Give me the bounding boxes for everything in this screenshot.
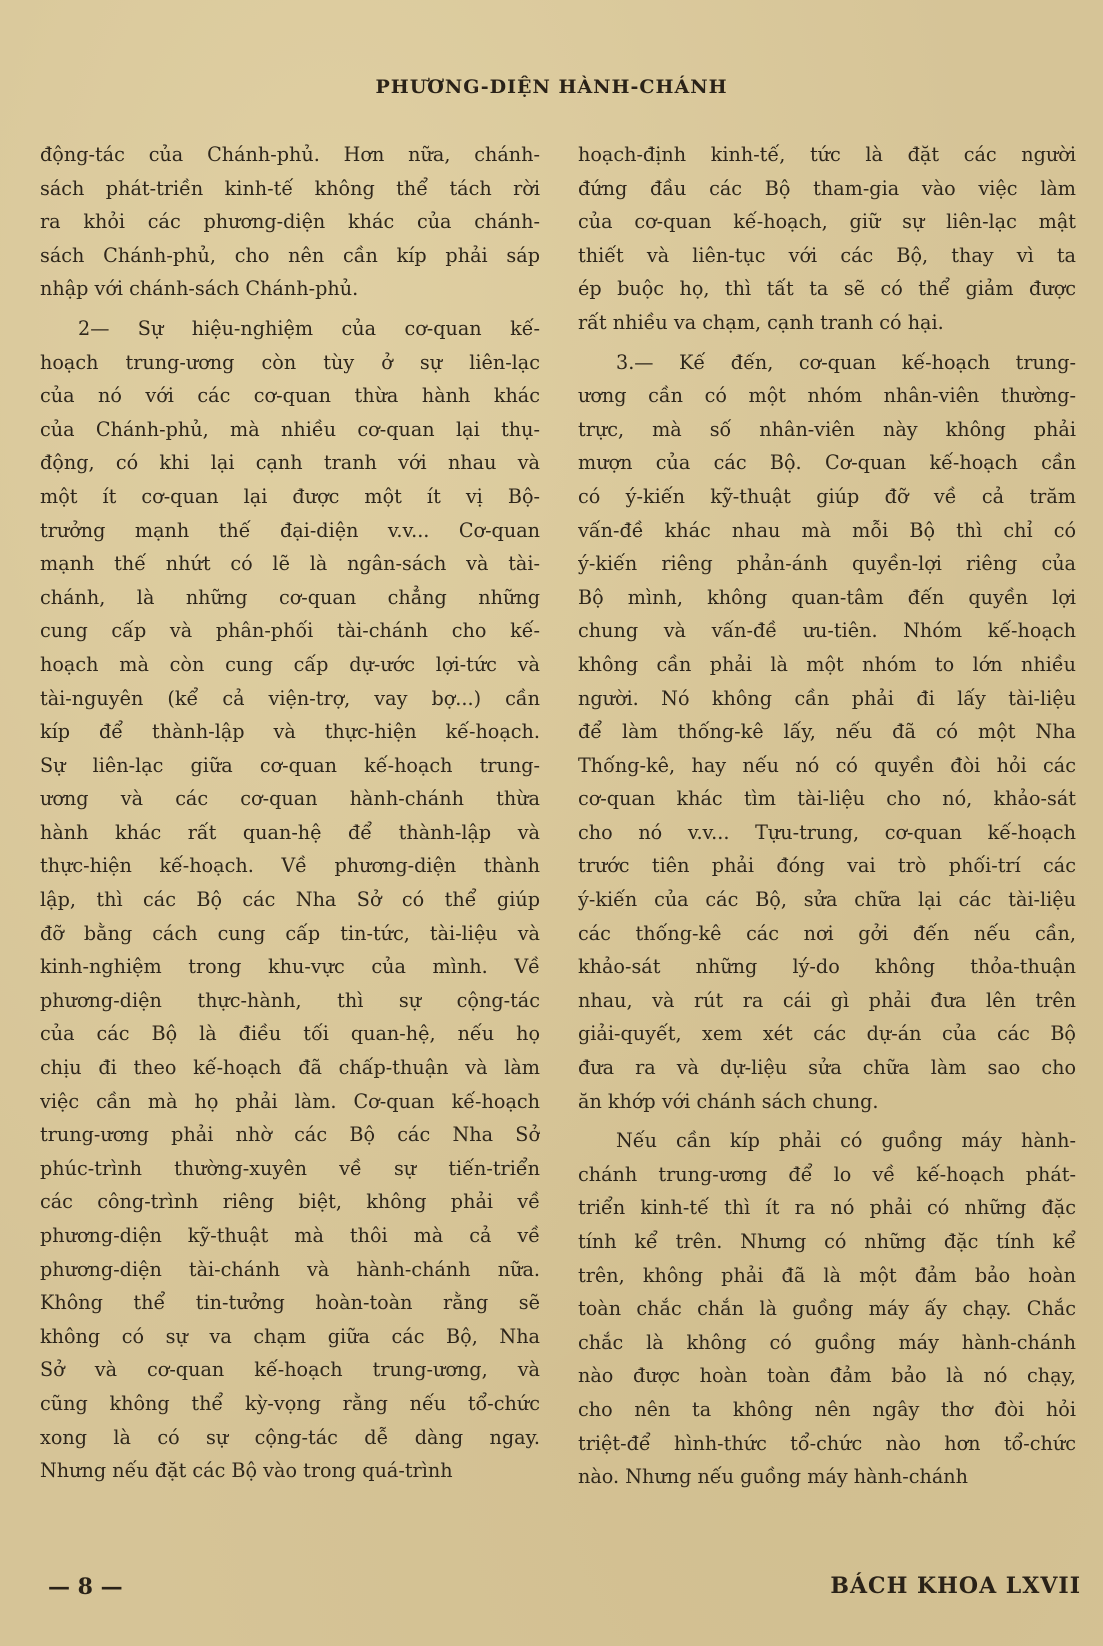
text-line: các thống-kê các nơi gởi đến nếu cần, (578, 921, 1076, 945)
text-line: hoạch mà còn cung cấp dự-ước lợi-tức và (40, 652, 540, 676)
text-line: ăn khớp với chánh sách chung. (578, 1089, 879, 1113)
text-line: Sự liên-lạc giữa cơ-quan kế-hoạch trung- (40, 753, 540, 777)
text-line: phương-diện kỹ-thuật mà thôi mà cả về (40, 1224, 540, 1247)
text-line: đỡ bằng cách cung cấp tin-tức, tài-liệu và (40, 921, 540, 945)
text-line: sách phát-triền kinh-tế không thể tách rời (40, 176, 540, 200)
text-line: người. Nó không cần phải đi lấy tài-liệu (578, 686, 1076, 710)
text-line: ra khỏi các phương-diện khác của chánh- (40, 210, 540, 234)
text-line: thực-hiện kế-hoạch. Về phương-diện thành (40, 854, 540, 878)
text-line: Nếu cần kíp phải có guồng máy hành- (616, 1129, 1076, 1153)
text-line: xong là có sự cộng-tác dễ dàng ngay. (40, 1425, 540, 1449)
text-line: nhau, và rút ra cái gì phải đưa lên trên (578, 988, 1076, 1012)
text-line: giải-quyết, xem xét các dự-án của các Bộ (578, 1022, 1076, 1046)
text-line: triển kinh-tế thì ít ra nó phải có những đặc (578, 1196, 1076, 1220)
text-line: việc cần mà họ phải làm. Cơ-quan kế-hoạch (40, 1089, 540, 1113)
text-line: không cần phải là một nhóm to lớn nhiều (578, 652, 1076, 676)
text-line: đứng đầu các Bộ tham-gia vào việc làm (578, 176, 1076, 200)
text-line: ương cần có một nhóm nhân-viên thường- (578, 384, 1076, 408)
text-line: của Chánh-phủ, mà nhiều cơ-quan lại thụ- (40, 417, 540, 441)
text-line: ép buộc họ, thì tất ta sẽ có thể giảm được (578, 277, 1076, 301)
text-line: trước tiên phải đóng vai trò phối-trí các (578, 854, 1076, 878)
right-text-column (578, 138, 1076, 1494)
text-line: cơ-quan khác tìm tài-liệu cho nó, khảo-sát (578, 787, 1076, 811)
text-line: rất nhiều va chạm, cạnh tranh có hại. (578, 310, 944, 334)
text-line: phương-diện tài-chánh và hành-chánh nữa. (40, 1257, 540, 1281)
text-line: một ít cơ-quan lại được một ít vị Bộ- (40, 484, 540, 508)
text-line: lập, thì các Bộ các Nha Sở có thể giúp (40, 888, 540, 912)
text-line: chắc là không có guồng máy hành-chánh (578, 1330, 1076, 1354)
text-line: phúc-trình thường-xuyên về sự tiến-triển (40, 1156, 540, 1180)
text-line: thiết và liên-tục với các Bộ, thay vì ta (578, 243, 1076, 267)
text-line: vấn-đề khác nhau mà mỗi Bộ thì chỉ có (578, 518, 1076, 542)
text-line: khảo-sát những lý-do không thỏa-thuận (578, 955, 1076, 979)
text-line: có ý-kiến kỹ-thuật giúp đỡ về cả trăm (578, 484, 1076, 508)
text-line: Không thể tin-tưởng hoàn-toàn rằng sẽ (40, 1291, 540, 1315)
text-line: chịu đi theo kế-hoạch đã chấp-thuận và làm (40, 1056, 540, 1080)
text-line: để làm thống-kê lấy, nếu đã có một Nha (578, 720, 1076, 744)
text-line: ý-kiến riêng phản-ánh quyền-lợi riêng của (578, 552, 1076, 576)
text-line: tính kể trên. Nhưng có những đặc tính kể (578, 1230, 1076, 1253)
text-line: trên, không phải đã là một đảm bảo hoàn (578, 1263, 1076, 1287)
text-line: chung và vấn-đề ưu-tiên. Nhóm kế-hoạch (578, 619, 1076, 643)
text-line: nào. Nhưng nếu guồng máy hành-chánh (578, 1465, 969, 1489)
text-line: nào được hoàn toàn đảm bảo là nó chạy, (578, 1364, 1076, 1388)
text-line: kinh-nghiệm trong khu-vực của mình. Về (40, 955, 540, 979)
text-line: động-tác của Chánh-phủ. Hơn nữa, chánh- (40, 143, 540, 166)
text-line: không có sự va chạm giữa các Bộ, Nha (40, 1324, 540, 1348)
text-line: toàn chắc chắn là guồng máy ấy chạy. Chắc (578, 1297, 1076, 1321)
text-line: ương và các cơ-quan hành-chánh thừa (40, 787, 540, 811)
text-line: mượn của các Bộ. Cơ-quan kế-hoạch cần (578, 451, 1076, 475)
text-line: phương-diện thực-hành, thì sự cộng-tác (40, 988, 540, 1012)
text-line: Bộ mình, không quan-tâm đến quyền lợi (578, 585, 1076, 609)
text-line: các công-trình riêng biệt, không phải về (40, 1190, 540, 1214)
text-line: cho nó v.v... Tựu-trung, cơ-quan kế-hoạch (578, 820, 1076, 844)
text-line: của nó với các cơ-quan thừa hành khác (40, 384, 540, 408)
text-line: chánh trung-ương để lo về kế-hoạch phát- (578, 1162, 1076, 1186)
text-line: cũng không thể kỳ-vọng rằng nếu tổ-chức (40, 1391, 540, 1415)
page-number: — 8 — (48, 1574, 123, 1600)
text-line: Sở và cơ-quan kế-hoạch trung-ương, và (40, 1358, 540, 1382)
text-line: chánh, là những cơ-quan chẳng những (40, 585, 540, 609)
text-line: cung cấp và phân-phối tài-chánh cho kế- (40, 619, 540, 643)
running-head-title: PHƯƠNG-DIỆN HÀNH-CHÁNH (375, 76, 728, 98)
text-line: mạnh thế nhứt có lẽ là ngân-sách và tài- (40, 552, 540, 576)
text-line: trung-ương phải nhờ các Bộ các Nha Sở (40, 1123, 540, 1147)
magazine-title: BÁCH KHOA LXVII (830, 1573, 1081, 1599)
text-line: trực, mà số nhân-viên này không phải (578, 417, 1076, 441)
text-line: sách Chánh-phủ, cho nên cần kíp phải sáp (40, 243, 540, 267)
text-line: nhập với chánh-sách Chánh-phủ. (40, 277, 359, 301)
text-line: 2— Sự hiệu-nghiệm của cơ-quan kế- (78, 316, 540, 340)
text-line: 3.— Kế đến, cơ-quan kế-hoạch trung- (616, 350, 1076, 374)
text-line: hoạch-định kinh-tế, tức là đặt các người (578, 143, 1076, 166)
text-line: của các Bộ là điều tối quan-hệ, nếu họ (40, 1022, 540, 1046)
text-line: của cơ-quan kế-hoạch, giữ sự liên-lạc mật (578, 210, 1076, 234)
text-line: hoạch trung-ương còn tùy ở sự liên-lạc (40, 350, 540, 374)
left-text-column (40, 138, 540, 1488)
text-line: tài-nguyên (kể cả viện-trợ, vay bợ...) cần (40, 686, 540, 710)
text-line: triệt-để hình-thức tổ-chức nào hơn tổ-chức (578, 1431, 1076, 1455)
text-line: kíp để thành-lập và thực-hiện kế-hoạch. (40, 720, 540, 744)
text-line: động, có khi lại cạnh tranh với nhau và (40, 451, 540, 475)
text-line: trưởng mạnh thế đại-diện v.v... Cơ-quan (40, 518, 540, 542)
text-line: đưa ra và dự-liệu sửa chữa làm sao cho (578, 1056, 1076, 1080)
text-line: hành khác rất quan-hệ để thành-lập và (40, 820, 540, 844)
text-line: Thống-kê, hay nếu nó có quyền đòi hỏi các (578, 753, 1076, 777)
text-line: ý-kiến của các Bộ, sửa chữa lại các tài-liệu (578, 888, 1076, 912)
text-line: Nhưng nếu đặt các Bộ vào trong quá-trình (40, 1459, 453, 1483)
text-line: cho nên ta không nên ngây thơ đòi hỏi (578, 1397, 1076, 1421)
